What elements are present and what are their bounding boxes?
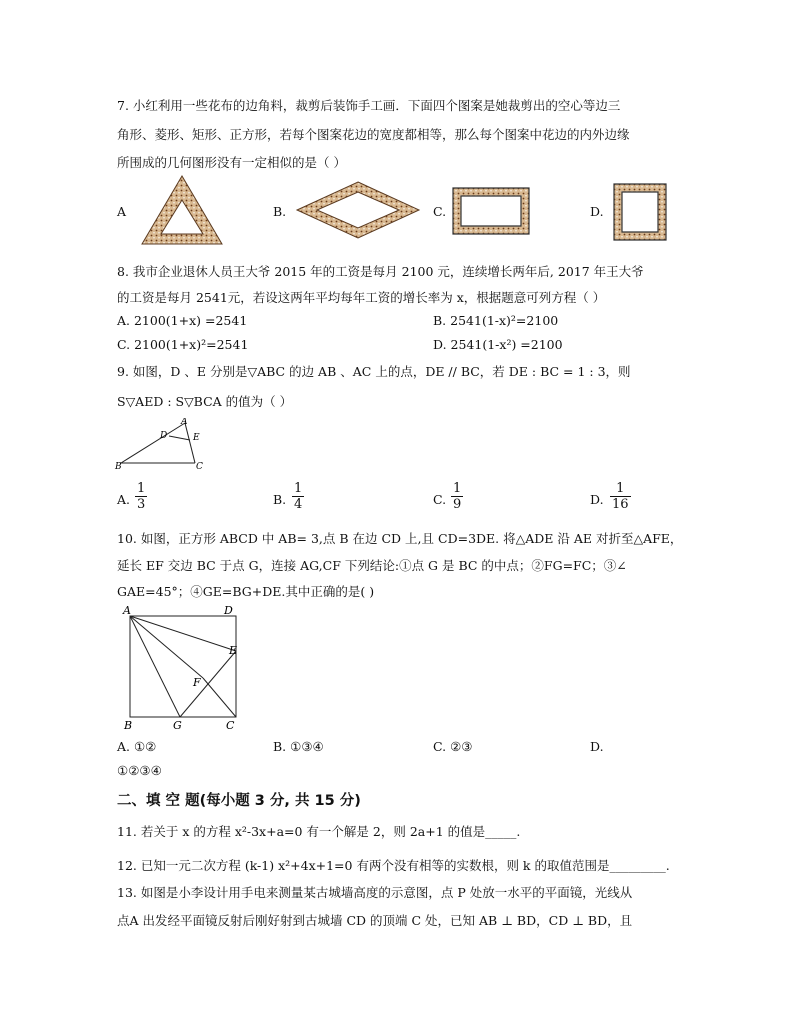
q10-label-e: E — [229, 644, 238, 657]
q10-line-2: 延长 EF 交边 BC 于点 G，连接 AG,CF 下列结论:①点 G 是 BC 的中点；②FG=FC；③∠ — [117, 558, 627, 573]
q8-option-d: D. 2541(1-x²) =2100 — [433, 337, 563, 352]
q9-option-b-fraction: 1 4 — [294, 481, 303, 512]
q10-option-a: A. ①② — [117, 739, 157, 754]
q10-option-d: ①②③④ — [117, 763, 162, 778]
q11-text: 11. 若关于 x 的方程 x²-3x+a=0 有一个解是 2，则 2a+1 的值是_____. — [117, 824, 521, 839]
q10-option-b: B. ①③④ — [273, 739, 324, 754]
q10-label-d: D — [224, 604, 233, 617]
q7-line-2: 角形、菱形、矩形、正方形，若每个图案花边的宽度都相等，那么每个图案中花边的内外边缘 — [117, 127, 630, 142]
q9-label-c: C — [196, 462, 203, 472]
q10-label-c: C — [226, 719, 235, 732]
q8-line-1: 8. 我市企业退休人员王大爷 2015 年的工资是每月 2100 元，连续增长两年后, 2017 年王大爷 — [117, 264, 644, 279]
q9-label-a: A — [181, 418, 188, 427]
q9-line-1: 9. 如图，D 、E 分别是▽ABC 的边 AB 、AC 上的点，DE // BC，若 DE : BC = 1 : 3，则 — [117, 364, 631, 379]
q9-option-c-fraction: 1 9 — [453, 481, 462, 512]
q12-text: 12. 已知一元二次方程 (k-1) x²+4x+1=0 有两个没有相等的实数根，则 k 的取值范围是_________. — [117, 858, 670, 873]
q10-label-b: B — [124, 719, 133, 732]
q7-line-1: 7. 小红利用一些花布的边角料，裁剪后装饰手工画．下面四个图案是她裁剪出的空心等边三 — [117, 98, 621, 113]
q8-option-a: A. 2100(1+x) =2541 — [117, 313, 248, 328]
q9-option-d-fraction: 1 16 — [612, 481, 629, 512]
q13-line-1: 13. 如图是小李设计用手电来测量某古城墙高度的示意图，点 P 处放一水平的平面镜，光线从 — [117, 885, 633, 900]
q8-option-b: B. 2541(1-x)²=2100 — [433, 313, 559, 328]
q10-square-figure — [118, 602, 248, 732]
q9-option-a-label: A. — [117, 492, 131, 507]
q10-line-3: GAE=45°；④GE=BG+DE.其中正确的是( ) — [117, 584, 375, 599]
q9-line-2: S▽AED : S▽BCA 的值为（ ） — [117, 394, 293, 409]
q9-option-b-label: B. — [273, 492, 287, 507]
q10-line-1: 10. 如图，正方形 ABCD 中 AB= 3,点 B 在边 CD 上,且 CD=3DE. 将△ADE 沿 AE 对折至△AFE， — [117, 531, 683, 546]
q13-line-2: 点A 出发经平面镜反射后刚好射到古城墙 CD 的顶端 C 处，已知 AB ⊥ BD，CD ⊥ BD，且 — [117, 913, 633, 928]
q10-label-a: A — [123, 604, 131, 617]
q7-option-d-label: D. — [590, 204, 604, 219]
q7-option-b-label: B. — [273, 204, 287, 219]
q8-line-2: 的工资是每月 2541元，若设这两年平均每年工资的增长率为 x，根据题意可列方程（ ） — [117, 290, 606, 305]
q10-option-d-label: D. — [590, 739, 604, 754]
q9-option-d-label: D. — [590, 492, 604, 507]
q7-option-c-label: C. — [433, 204, 447, 219]
q9-triangle-figure — [113, 418, 213, 472]
q9-label-b: B — [115, 462, 122, 472]
q7-triangle-figure — [140, 174, 224, 246]
q10-label-f: F — [193, 676, 201, 689]
q7-line-3: 所围成的几何图形没有一定相似的是（ ） — [117, 155, 346, 170]
q7-rhombus-figure — [295, 180, 421, 240]
q9-label-e: E — [193, 433, 200, 443]
q10-option-c: C. ②③ — [433, 739, 473, 754]
q10-label-g: G — [173, 719, 182, 732]
q9-label-d: D — [160, 431, 168, 441]
q9-option-c-label: C. — [433, 492, 447, 507]
q7-square-figure — [613, 183, 667, 241]
q9-option-a-fraction: 1 3 — [137, 481, 146, 512]
q7-rectangle-figure — [452, 187, 530, 235]
q7-option-a-label: A — [117, 204, 127, 219]
q8-option-c: C. 2100(1+x)²=2541 — [117, 337, 249, 352]
section-heading: 二、填 空 题(每小题 3 分, 共 15 分) — [117, 793, 361, 809]
